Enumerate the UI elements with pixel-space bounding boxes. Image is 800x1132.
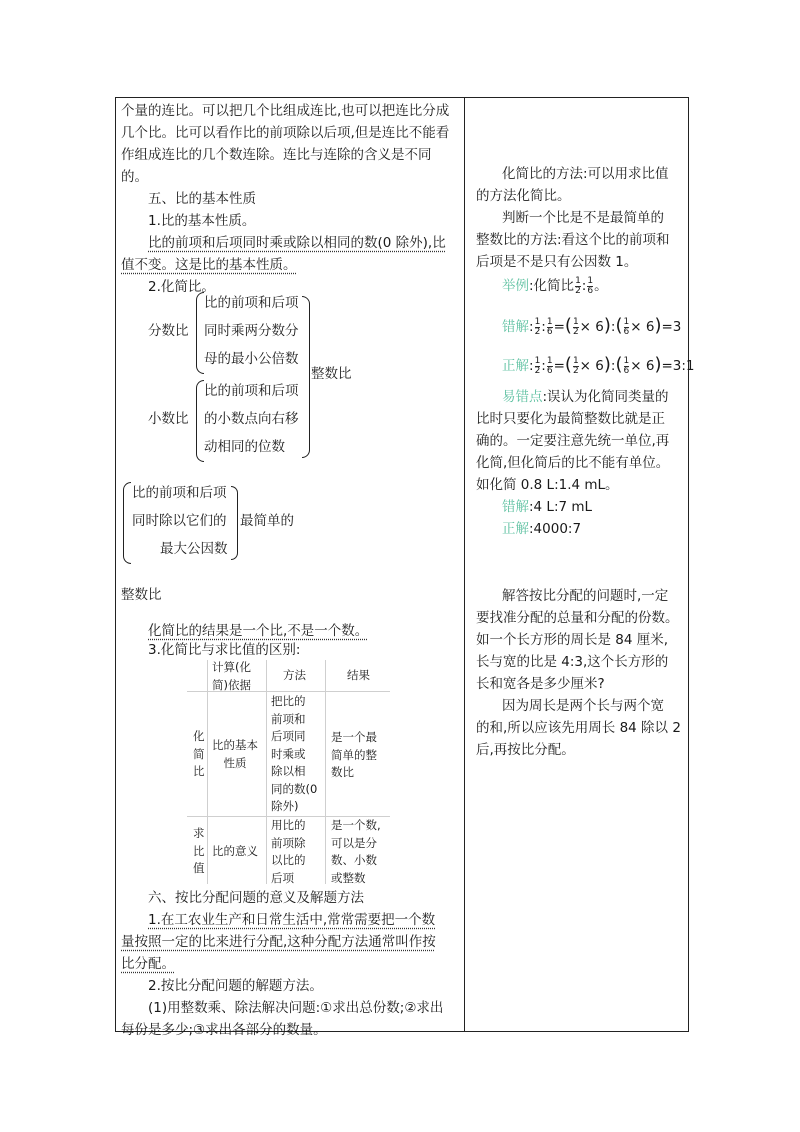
correct-tag: 正解 [502, 358, 529, 374]
text-line: 的。 [121, 169, 148, 185]
text-line: 解答按比分配的问题时,一定 [502, 588, 669, 604]
table-header-basis: 计算(化 简)依据 [212, 660, 251, 692]
brace-line: 母的最小公倍数 [204, 351, 299, 367]
column-divider [464, 97, 465, 1032]
correct-solution-2: 正解:4000:7 [502, 521, 582, 537]
table-grid-line [207, 660, 208, 884]
text-line: 因为周长是两个长与两个宽 [502, 698, 664, 714]
section-heading: 六、按比分配问题的意义及解题方法 [148, 890, 364, 906]
example-line: 举例:化简比 $\frac{1}{2}$ : $\frac{1}{6}$ 。 [502, 275, 608, 296]
brace-line: 动相同的位数 [204, 439, 285, 455]
brace-line: 比的前项和后项 [204, 383, 299, 399]
sub-heading: 3.化简比与求比值的区别: [148, 642, 301, 658]
example-tag: 举例 [502, 278, 529, 294]
text-line: 确的。一定要注意先统一单位,再 [476, 433, 670, 449]
table-cell: 把比的 前项和 后项同 时乘或 除以相 同的数(0 除外) [271, 694, 318, 813]
text-line: 化简比的方法:可以用求比值 [502, 166, 669, 182]
table-cell: 用比的 前项除 以比的 后项 [271, 818, 306, 885]
section-heading: 五、比的基本性质 [148, 191, 256, 207]
correct-tag: 正解 [502, 521, 529, 537]
text-line: 如一个长方形的周长是 84 厘米, [476, 632, 669, 648]
text-line: 要找准分配的总量和分配的份数。 [476, 610, 679, 626]
table-cell: 比的意义 [212, 844, 258, 858]
wrong-solution-2: 错解:4 L:7 mL [502, 499, 593, 515]
text-line: 1.在工农业生产和日常生活中,常常需要把一个数 [148, 912, 436, 928]
correct-solution-line: 正解: $\frac{1}{2}$ : $\frac{1}{6}$ =( $\frac{1}{2}$ × 6):( $\frac{1}{6}$ × 6)=3:1 [502, 354, 695, 376]
result-integer-ratio: 整数比 [311, 366, 352, 382]
error-point-tag: 易错点 [502, 389, 543, 405]
right-brace [231, 486, 238, 560]
text-line: 2.按比分配问题的解题方法。 [148, 978, 323, 994]
wrong-solution-line: 错解: $\frac{1}{2}$ : $\frac{1}{6}$ =( $\frac{1}{2}$ × 6):( $\frac{1}{6}$ × 6)=3 [502, 315, 682, 337]
brace-line: 比的前项和后项 [204, 295, 299, 311]
note-text: 化简比的结果是一个比,不是一个数。 [148, 623, 369, 639]
text-line: 作组成连比的几个数连除。连比与连除的含义是不同 [121, 147, 432, 163]
text-line: 整数比的方法:看这个比的前项和 [476, 232, 670, 248]
brace-line: 最大公因数 [160, 541, 228, 557]
table-grid-line [325, 660, 326, 884]
brace-line: 比的前项和后项 [132, 485, 227, 501]
table-header-method: 方法 [283, 668, 306, 682]
text-line: 长与宽的比是 4:3,这个长方形的 [476, 654, 669, 670]
fraction-ratio-label: 分数比 [148, 323, 189, 339]
property-text: 比的前项和后项同时乘或除以相同的数(0 除外),比 [148, 235, 446, 251]
table-row-label: 求 比 值 [193, 826, 205, 875]
brace-line: 同时乘两分数分 [204, 323, 299, 339]
brace-line: 的小数点向右移 [204, 411, 299, 427]
text-line: 的和,所以应该先用周长 84 除以 2 [476, 720, 681, 736]
text-line: 后,再按比分配。 [476, 742, 575, 758]
text-line: 量按照一定的比来进行分配,这种分配方法通常叫作按 [121, 934, 436, 950]
table-row-label: 化 简 比 [193, 729, 205, 778]
wrong-tag: 错解 [502, 319, 529, 335]
table-grid-line [266, 660, 267, 884]
text-line: 比时只要化为最简整数比就是正 [476, 411, 665, 427]
brace-line: 同时除以它们的 [132, 513, 227, 529]
text-line: 化简,但化简后的比不能有单位。 [476, 455, 670, 471]
text-line: 长和宽各是多少厘米? [476, 676, 605, 692]
left-brace [196, 292, 204, 374]
error-point-line: 易错点:误认为化简同类量的 [502, 389, 669, 405]
text-line: 比分配。 [121, 956, 175, 972]
text-line: 如化简 0.8 L:1.4 mL。 [476, 477, 619, 493]
sub-heading: 1.比的基本性质。 [148, 213, 256, 229]
wrong-tag: 错解 [502, 499, 529, 515]
table-cell: 是一个数, 可以是分 数、小数 或整数 [331, 818, 381, 885]
text-line: 几个比。比可以看作比的前项除以后项,但是连比不能看 [121, 125, 450, 141]
table-cell: 是一个最 简单的整 数比 [331, 730, 377, 779]
text-line: 个量的连比。可以把几个比组成连比,也可以把连比分成 [121, 103, 450, 119]
text-line: 判断一个比是不是最简单的 [502, 210, 664, 226]
table-cell: 比的基本 性质 [212, 738, 258, 770]
left-brace [123, 482, 131, 564]
sub-heading: 2.化简比。 [148, 279, 215, 295]
right-brace [302, 296, 310, 458]
result-simplest-cont: 整数比 [121, 587, 162, 603]
text-line: 每份是多少;③求出各部分的数量。 [121, 1022, 327, 1038]
property-text: 值不变。这是比的基本性质。 [121, 257, 297, 273]
result-simplest: 最简单的 [240, 513, 294, 529]
decimal-ratio-label: 小数比 [148, 411, 189, 427]
text-line: 的方法化简比。 [476, 188, 571, 204]
text-line: (1)用整数乘、除法解决问题:①求出总份数;②求出 [148, 1000, 444, 1016]
left-brace [196, 380, 204, 462]
table-header-result: 结果 [347, 668, 370, 682]
text-line: 后项是不是只有公因数 1。 [476, 254, 638, 270]
